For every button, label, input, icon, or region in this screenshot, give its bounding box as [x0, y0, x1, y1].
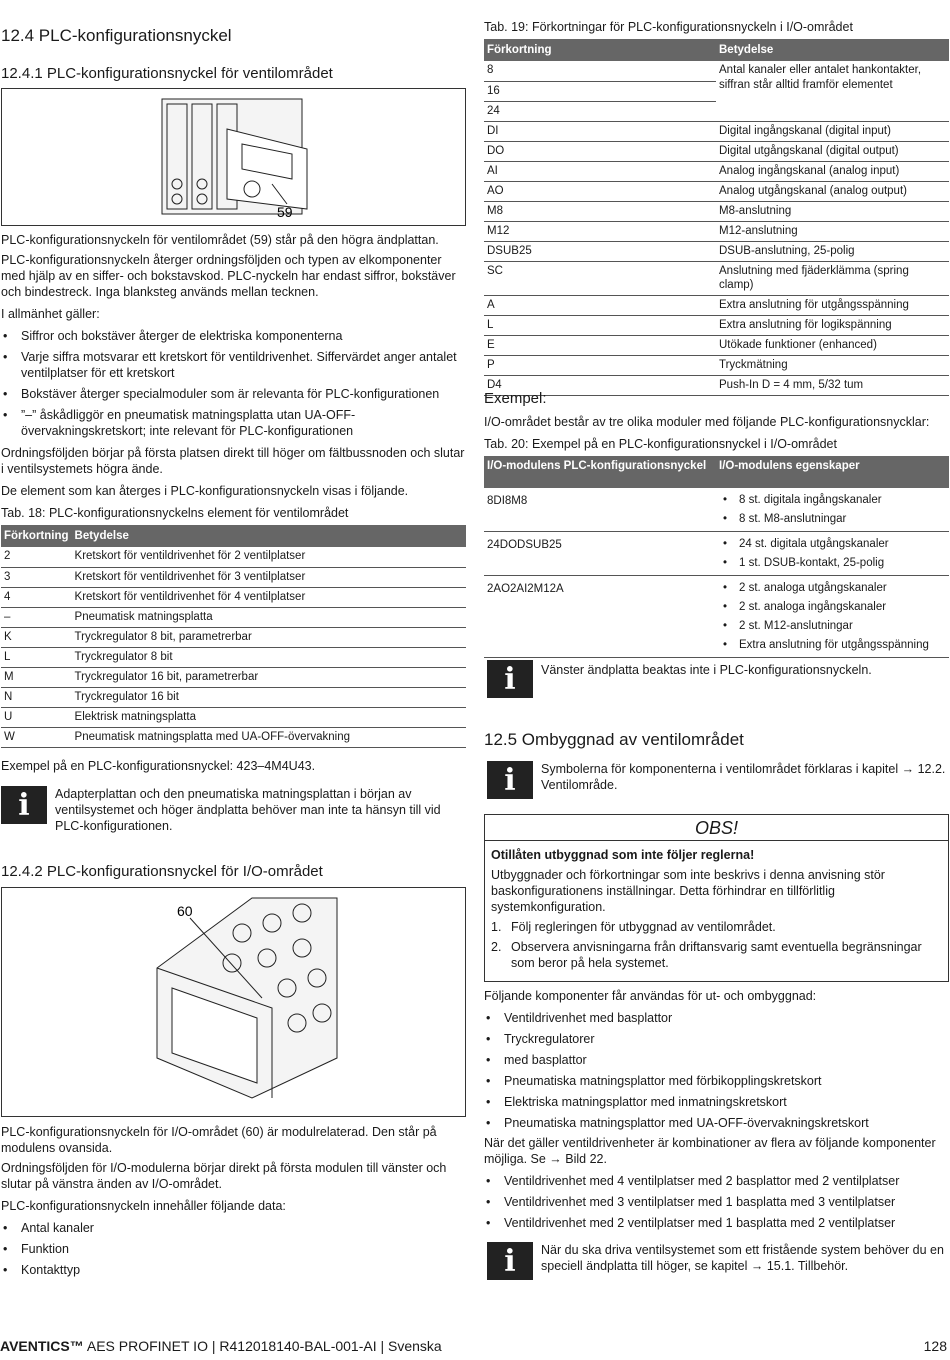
column-header: Betydelse: [72, 525, 466, 547]
table-row: [484, 141, 949, 161]
table-cell: M8-anslutning: [716, 201, 949, 221]
table-cell: 2AO2AI2M12A: [484, 576, 716, 658]
table-cell: M12: [484, 221, 716, 241]
section-heading-12-4-1: 12.4.1 PLC-konfigurationsnyckel för ventilområdet: [1, 65, 333, 82]
paragraph: I/O-området består av tre olika moduler med följande PLC-konfigurationsnycklar:: [484, 415, 930, 429]
bullet-list-components: [484, 1010, 949, 1131]
table-row: [484, 316, 949, 336]
list-item: [491, 939, 942, 971]
note-text: Symbolerna för komponenterna i ventilområdet förklaras i kapitel → 12.2. Ventilområde.: [541, 762, 946, 792]
table-header-row: [1, 525, 466, 547]
list-item: [491, 919, 942, 935]
table-19: [484, 39, 949, 396]
example-heading: Exempel:: [484, 390, 547, 407]
warning-text: Utbyggnader och förkortningar som inte beskrivs i denna anvisning stör baskonfigurationens inställningar. Detta förhindrar en tillförlitlig systemkonfiguration.: [491, 868, 885, 915]
table-row: [484, 161, 949, 181]
warning-steps: [491, 919, 942, 971]
property-list: [719, 535, 946, 573]
table-cell: Tryckregulator 16 bit, parametrerbar: [72, 667, 466, 687]
info-note: [487, 660, 949, 698]
warning-title: OBS!: [485, 815, 948, 841]
table-cell: DSUB25: [484, 241, 716, 261]
paragraph-example: Exempel på en PLC-konfigurationsnyckel: 423–4M4U43.: [1, 759, 316, 773]
table-18-caption: Tab. 18: PLC-konfigurationsnyckelns element för ventilområdet: [1, 506, 349, 520]
valve-system-drawing: [2, 89, 466, 226]
table-cell: M: [1, 667, 72, 687]
warning-heading: Otillåten utbyggnad som inte följer reglerna!: [491, 848, 755, 862]
table-row: [484, 376, 949, 396]
table-row: [484, 532, 949, 576]
info-note: [487, 1242, 949, 1280]
table-row: [484, 241, 949, 261]
brand-name: AVENTICS™: [0, 1338, 84, 1354]
table-cell: 24: [484, 101, 716, 121]
table-cell: –: [1, 607, 72, 627]
table-row: [484, 296, 949, 316]
table-row: [1, 687, 466, 707]
paragraph: De element som kan återges i PLC-konfigurationsnyckeln visas i följande.: [1, 484, 409, 498]
info-icon: i: [487, 761, 533, 799]
table-cell: Pneumatisk matningsplatta: [72, 607, 466, 627]
column-header: I/O-modulens egenskaper: [716, 456, 949, 488]
property-list: [719, 579, 946, 655]
list-item: • Ventildrivenhet med 2 ventilplatser med 1 basplatta med 2 ventilplatser: [484, 1215, 949, 1231]
table-header-row: [484, 39, 949, 61]
table-cell: Tryckregulator 8 bit, parametrerbar: [72, 627, 466, 647]
io-module-drawing: [2, 888, 466, 1117]
table-cell: [716, 488, 949, 532]
table-row: [1, 667, 466, 687]
table-cell: Pneumatisk matningsplatta med UA-OFF-övervakning: [72, 727, 466, 747]
table-cell: Extra anslutning för logikspänning: [716, 316, 949, 336]
note-text: Adapterplattan och den pneumatiska matningsplattan i början av ventilsystemet och höger ändplatta behöver man inte ta hänsyn till vid PLC-konfigurationen.: [55, 787, 441, 833]
paragraph: I allmänhet gäller:: [1, 307, 100, 321]
list-item: • Tryckregulatorer: [484, 1031, 949, 1047]
table-row: [1, 567, 466, 587]
list-item: • Varje siffra motsvarar ett kretskort för ventildrivenhet. Siffervärdet anger antalet ventilplatser för ett kretskort: [1, 349, 466, 381]
table-cell: Kretskort för ventildrivenhet för 4 ventilplatser: [72, 587, 466, 607]
table-row: [1, 707, 466, 727]
table-cell: Antal kanaler eller antalet hankontakter, siffran står alltid framför elementet: [716, 61, 949, 121]
list-item: • Ventildrivenhet med basplattor: [484, 1010, 949, 1026]
paragraph: PLC-konfigurationsnyckeln återger ordningsföljden och typen av elkomponenter med hjälp av en siffer- och bokstavskod. PLC-nyckeln har endast siffror, bokstäver och bindestreck. Inga blanksteg används mellan tecknen.: [1, 253, 456, 299]
step-text: Observera anvisningarna från driftansvarig samt eventuella begränsningar som beror på hela systemet.: [511, 940, 922, 971]
list-item: • Ventildrivenhet med 4 ventilplatser med 2 basplattor med 2 ventilplatser: [484, 1173, 949, 1189]
io-area-figure: [1, 887, 466, 1117]
table-cell: Extra anslutning för utgångsspänning: [716, 296, 949, 316]
table-row: [484, 356, 949, 376]
table-cell: AI: [484, 161, 716, 181]
list-item: • Ventildrivenhet med 3 ventilplatser med 1 basplatta med 3 ventilplatser: [484, 1194, 949, 1210]
table-cell: Tryckmätning: [716, 356, 949, 376]
table-cell: 8DI8M8: [484, 488, 716, 532]
table-row: [484, 336, 949, 356]
table-cell: 3: [1, 567, 72, 587]
table-19-caption: Tab. 19: Förkortningar för PLC-konfigurationsnyckeln i I/O-området: [484, 20, 853, 34]
table-cell: Digital utgångskanal (digital output): [716, 141, 949, 161]
section-heading-12-4: 12.4 PLC-konfigurationsnyckel: [1, 26, 232, 45]
table-cell: Tryckregulator 8 bit: [72, 647, 466, 667]
table-row: [1, 647, 466, 667]
figure-callout-59: 59: [277, 204, 293, 220]
section-heading-12-4-2: 12.4.2 PLC-konfigurationsnyckel för I/O-området: [1, 863, 323, 880]
table-row: [484, 261, 949, 296]
list-item: • 8 st. digitala ingångskanaler: [719, 491, 946, 510]
list-item: • 2 st. M12-anslutningar: [719, 617, 946, 636]
paragraph: Ordningsföljden börjar på första platsen direkt till höger om fältbussnoden och slutar i ventilsystemets högra ände.: [1, 446, 465, 476]
list-item: • 8 st. M8-anslutningar: [719, 510, 946, 529]
table-cell: Digital ingångskanal (digital input): [716, 121, 949, 141]
page-number: 128: [923, 1338, 947, 1354]
table-row: [1, 587, 466, 607]
property-list: [719, 491, 946, 529]
paragraph: PLC-konfigurationsnyckeln innehåller följande data:: [1, 1199, 286, 1213]
info-note: [1, 786, 466, 834]
table-cell: 4: [1, 587, 72, 607]
paragraph: PLC-konfigurationsnyckeln för I/O-området (60) är modulrelaterad. Den står på modulens ovansida.: [1, 1125, 437, 1155]
list-item: • Funktion: [1, 1241, 466, 1257]
table-cell: Anslutning med fjäderklämma (spring clamp): [716, 261, 949, 296]
list-item: • Extra anslutning för utgångsspänning: [719, 636, 946, 655]
bullet-list-general: [1, 328, 466, 439]
list-item: • Kontakttyp: [1, 1262, 466, 1278]
table-cell: 8: [484, 61, 716, 81]
step-number: 1.: [491, 920, 502, 935]
step-text: Följ regleringen för utbyggnad av ventilområdet.: [511, 920, 776, 935]
list-item: • Pneumatiska matningsplattor med förbikopplingskretskort: [484, 1073, 949, 1089]
list-item: • Elektriska matningsplattor med inmatningskretskort: [484, 1094, 949, 1110]
table-cell: Kretskort för ventildrivenhet för 2 ventilplatser: [72, 547, 466, 567]
table-cell: Analog ingångskanal (analog input): [716, 161, 949, 181]
table-cell: M12-anslutning: [716, 221, 949, 241]
warning-body: [485, 841, 948, 975]
column-header: Betydelse: [716, 39, 949, 61]
table-cell: DI: [484, 121, 716, 141]
note-text: När du ska driva ventilsystemet som ett fristående system behöver du en speciell ändplatta till höger, se kapitel → 15.1. Tillbehör.: [541, 1243, 944, 1273]
table-18: [1, 525, 466, 748]
table-row: [484, 121, 949, 141]
note-text: Vänster ändplatta beaktas inte i PLC-konfigurationsnyckeln.: [541, 663, 872, 677]
list-item: • Siffror och bokstäver återger de elektriska komponenterna: [1, 328, 466, 344]
bullet-list-combinations: [484, 1173, 949, 1231]
table-header-row: [484, 456, 949, 488]
column-header: I/O-modulens PLC-konfigurationsnyckel: [484, 456, 716, 488]
table-cell: 16: [484, 81, 716, 101]
step-number: 2.: [491, 940, 502, 955]
table-row: [484, 61, 949, 81]
table-20: [484, 456, 949, 658]
paragraph: PLC-konfigurationsnyckeln för ventilområdet (59) står på den högra ändplattan.: [1, 233, 439, 247]
table-cell: Utökade funktioner (enhanced): [716, 336, 949, 356]
list-item: • ”–” åskådliggör en pneumatisk matningsplatta utan UA-OFF-övervakningskretskort; inte relevant för PLC-konfigurationen: [1, 407, 466, 439]
table-row: [484, 576, 949, 658]
section-heading-12-5: 12.5 Ombyggnad av ventilområdet: [484, 730, 744, 749]
table-cell: 2: [1, 547, 72, 567]
table-cell: L: [1, 647, 72, 667]
column-header: Förkortning: [1, 525, 72, 547]
footer-text: AES PROFINET IO | R412018140-BAL-001-AI | Svenska: [83, 1338, 442, 1354]
table-row: [484, 221, 949, 241]
table-cell: [716, 576, 949, 658]
table-cell: Analog utgångskanal (analog output): [716, 181, 949, 201]
table-cell: M8: [484, 201, 716, 221]
table-cell: K: [1, 627, 72, 647]
table-cell: Push-In D = 4 mm, 5/32 tum: [716, 376, 949, 396]
table-cell: Elektrisk matningsplatta: [72, 707, 466, 727]
info-icon: i: [487, 1242, 533, 1280]
table-row: [1, 727, 466, 747]
table-cell: P: [484, 356, 716, 376]
table-cell: W: [1, 727, 72, 747]
table-cell: U: [1, 707, 72, 727]
list-item: • Bokstäver återger specialmoduler som är relevanta för PLC-konfigurationen: [1, 386, 466, 402]
info-note: [487, 761, 949, 799]
bullet-list-data: [1, 1220, 466, 1278]
paragraph: När det gäller ventildrivenheter är kombinationer av flera av följande komponenter möjliga. Se → Bild 22.: [484, 1136, 936, 1166]
table-cell: A: [484, 296, 716, 316]
table-cell: AO: [484, 181, 716, 201]
info-icon: i: [487, 660, 533, 698]
paragraph: Följande komponenter får användas för ut- och ombyggnad:: [484, 989, 817, 1003]
table-cell: [716, 532, 949, 576]
warning-box: [484, 814, 949, 982]
table-cell: DO: [484, 141, 716, 161]
column-header: Förkortning: [484, 39, 716, 61]
table-cell: N: [1, 687, 72, 707]
table-row: [484, 488, 949, 532]
list-item: • 2 st. analoga ingångskanaler: [719, 598, 946, 617]
paragraph: Ordningsföljden för I/O-modulerna börjar direkt på första modulen till vänster och slutar på vänstra änden av I/O-området.: [1, 1161, 447, 1191]
table-20-caption: Tab. 20: Exempel på en PLC-konfigurationsnyckel i I/O-området: [484, 437, 837, 451]
table-cell: D4: [484, 376, 716, 396]
list-item: • 24 st. digitala utgångskanaler: [719, 535, 946, 554]
table-cell: E: [484, 336, 716, 356]
list-item: • Pneumatiska matningsplattor med UA-OFF-övervakningskretskort: [484, 1115, 949, 1131]
table-cell: Kretskort för ventildrivenhet för 3 ventilplatser: [72, 567, 466, 587]
list-item: • Antal kanaler: [1, 1220, 466, 1236]
table-cell: L: [484, 316, 716, 336]
list-item: • 1 st. DSUB-kontakt, 25-polig: [719, 554, 946, 573]
table-row: [1, 607, 466, 627]
info-icon: i: [1, 786, 47, 824]
list-item: • 2 st. analoga utgångskanaler: [719, 579, 946, 598]
table-cell: 24DODSUB25: [484, 532, 716, 576]
valve-area-figure: [1, 88, 466, 226]
table-cell: SC: [484, 261, 716, 296]
table-cell: DSUB-anslutning, 25-polig: [716, 241, 949, 261]
table-row: [484, 181, 949, 201]
table-cell: Tryckregulator 16 bit: [72, 687, 466, 707]
list-item: • med basplattor: [484, 1052, 949, 1068]
table-row: [1, 547, 466, 567]
table-row: [1, 627, 466, 647]
figure-callout-60: 60: [177, 903, 193, 919]
table-row: [484, 201, 949, 221]
page-footer: [0, 1337, 950, 1355]
